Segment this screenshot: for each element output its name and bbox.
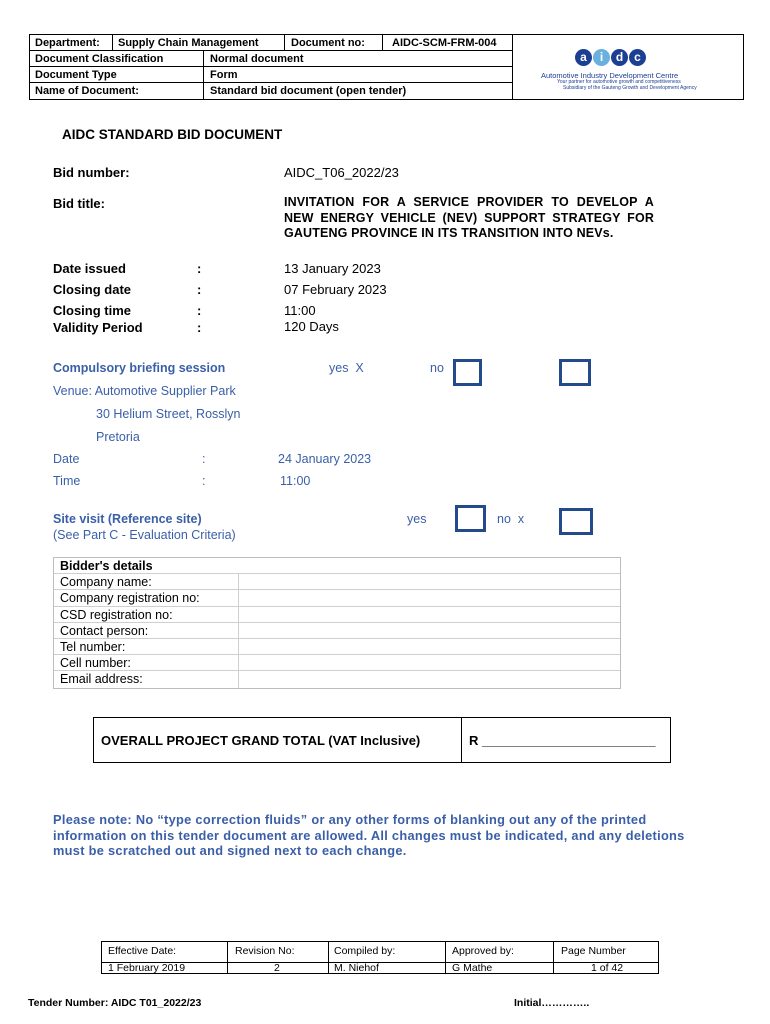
document-header-table (29, 34, 513, 100)
bidder-row-tel-number (54, 639, 620, 655)
department-value: Supply Chain Management (118, 37, 259, 49)
date-issued-value: 13 January 2023 (284, 261, 381, 276)
page-number-label: Page Number (561, 945, 626, 957)
briefing-date-colon: : (202, 452, 206, 466)
approved-by-label: Approved by: (452, 945, 514, 957)
closing-date-value: 07 February 2023 (284, 282, 387, 297)
header-row-name (30, 83, 512, 100)
classification-value: Normal document (210, 53, 304, 65)
closing-date-colon: : (197, 282, 202, 297)
bidder-row-cell-number (54, 655, 620, 671)
briefing-no-label: no (430, 361, 444, 375)
aidc-logo (513, 34, 744, 100)
bidder-field-label: CSD registration no: (60, 607, 173, 622)
bidder-field-label: Contact person: (60, 623, 149, 638)
site-visit-heading: Site visit (Reference site) (53, 512, 202, 526)
closing-time-colon: : (197, 303, 202, 318)
validity-period-label: Validity Period (53, 320, 143, 335)
bid-number-value: AIDC_T06_2022/23 (284, 165, 399, 180)
logo-letter-c: c (629, 49, 646, 66)
bidder-row-contact-person (54, 623, 620, 639)
bidder-row-email-address (54, 671, 620, 687)
validity-period-colon: : (197, 320, 202, 335)
page-title: AIDC STANDARD BID DOCUMENT (62, 127, 283, 142)
revision-value: 2 (274, 962, 280, 974)
briefing-checkbox-1[interactable] (453, 359, 482, 386)
revision-label: Revision No: (235, 945, 295, 957)
bidder-details-heading: Bidder's details (60, 559, 153, 573)
document-control-footer (101, 941, 659, 974)
initial-field: Initial………….. (514, 997, 590, 1009)
logo-subsidiary: Subsidiary of the Gauteng Growth and Development Agency (563, 85, 697, 91)
grand-total-box (93, 717, 671, 763)
approved-by-value: G Mathe (452, 962, 493, 974)
venue-line-1: Venue: Automotive Supplier Park (53, 384, 236, 398)
bidder-field-label: Tel number: (60, 639, 126, 654)
bidder-field-label: Company registration no: (60, 591, 200, 606)
bidder-field-label: Email address: (60, 672, 143, 687)
briefing-time-label: Time (53, 474, 81, 488)
bidder-field-label: Company name: (60, 575, 152, 590)
site-visit-subheading: (See Part C - Evaluation Criteria) (53, 528, 236, 542)
grand-total-label: OVERALL PROJECT GRAND TOTAL (VAT Inclusive) (101, 733, 421, 748)
bid-title-value: INVITATION FOR A SERVICE PROVIDER TO DEVELOP A NEW ENERGY VEHICLE (NEV) SUPPORT STRATEGY FOR GAUTENG PROVINCE IN ITS TRANSITION INTO NEVs. (284, 195, 654, 240)
closing-date-label: Closing date (53, 282, 132, 297)
correction-note: Please note: No “type correction fluids” or any other forms of blanking out any of the printed information on this tender document are allowed. All changes must be indicated, and any deletions must be scratched out and signed next to each change. (53, 812, 685, 858)
compiled-by-label: Compiled by: (334, 945, 396, 957)
site-visit-checkbox-yes[interactable] (455, 505, 486, 532)
compiled-by-value: M. Niehof (334, 962, 379, 974)
date-issued-label: Date issued (53, 261, 126, 276)
logo-tagline: Your partner for automotive growth and competitiveness (557, 79, 681, 85)
bid-number-label: Bid number: (53, 165, 130, 180)
document-name-label: Name of Document: (35, 85, 139, 97)
briefing-date-label: Date (53, 452, 80, 466)
briefing-time-colon: : (202, 474, 206, 488)
briefing-time-value: 11:00 (280, 474, 311, 488)
logo-letter-d: d (611, 49, 628, 66)
site-visit-no-label: no x (497, 512, 525, 526)
briefing-date-value: 24 January 2023 (278, 452, 372, 466)
classification-label: Document Classification (35, 53, 164, 65)
briefing-checkbox-2[interactable] (559, 359, 591, 386)
briefing-yes-label: yes X (329, 361, 364, 375)
venue-line-2: 30 Helium Street, Rosslyn (96, 407, 241, 421)
bidder-field-label: Cell number: (60, 656, 131, 671)
logo-name: Automotive Industry Development Centre (541, 71, 679, 80)
validity-period-value: 120 Days (284, 319, 339, 334)
bidder-details-heading-row (54, 558, 620, 574)
effective-date-label: Effective Date: (108, 945, 177, 957)
bidder-row-csd-registration (54, 607, 620, 623)
document-type-value: Form (210, 69, 238, 81)
document-number-value: AIDC-SCM-FRM-004 (392, 37, 497, 49)
bid-title-label: Bid title: (53, 196, 105, 211)
document-type-label: Document Type (35, 69, 117, 81)
header-row-type (30, 67, 512, 83)
document-name-value: Standard bid document (open tender) (210, 85, 407, 97)
bidder-row-company-name (54, 574, 620, 590)
closing-time-value: 11:00 (284, 303, 316, 318)
tender-number: Tender Number: AIDC T01_2022/23 (28, 997, 202, 1009)
logo-letter-a: a (575, 49, 592, 66)
logo-letter-i: i (593, 49, 610, 66)
header-row-department (30, 35, 512, 51)
site-visit-yes-label: yes (407, 512, 427, 526)
bidder-details-table (53, 557, 621, 689)
page-number-value: 1 of 42 (591, 962, 624, 974)
site-visit-checkbox-no[interactable] (559, 508, 593, 535)
effective-date-value: 1 February 2019 (108, 962, 186, 974)
grand-total-value[interactable]: R ________________________ (469, 733, 656, 748)
date-issued-colon: : (197, 261, 202, 276)
document-number-label: Document no: (291, 37, 365, 49)
venue-line-3: Pretoria (96, 430, 140, 444)
briefing-heading: Compulsory briefing session (53, 361, 226, 375)
closing-time-label: Closing time (53, 303, 132, 318)
department-label: Department: (35, 37, 100, 49)
bidder-row-company-registration (54, 590, 620, 606)
header-row-classification (30, 51, 512, 67)
